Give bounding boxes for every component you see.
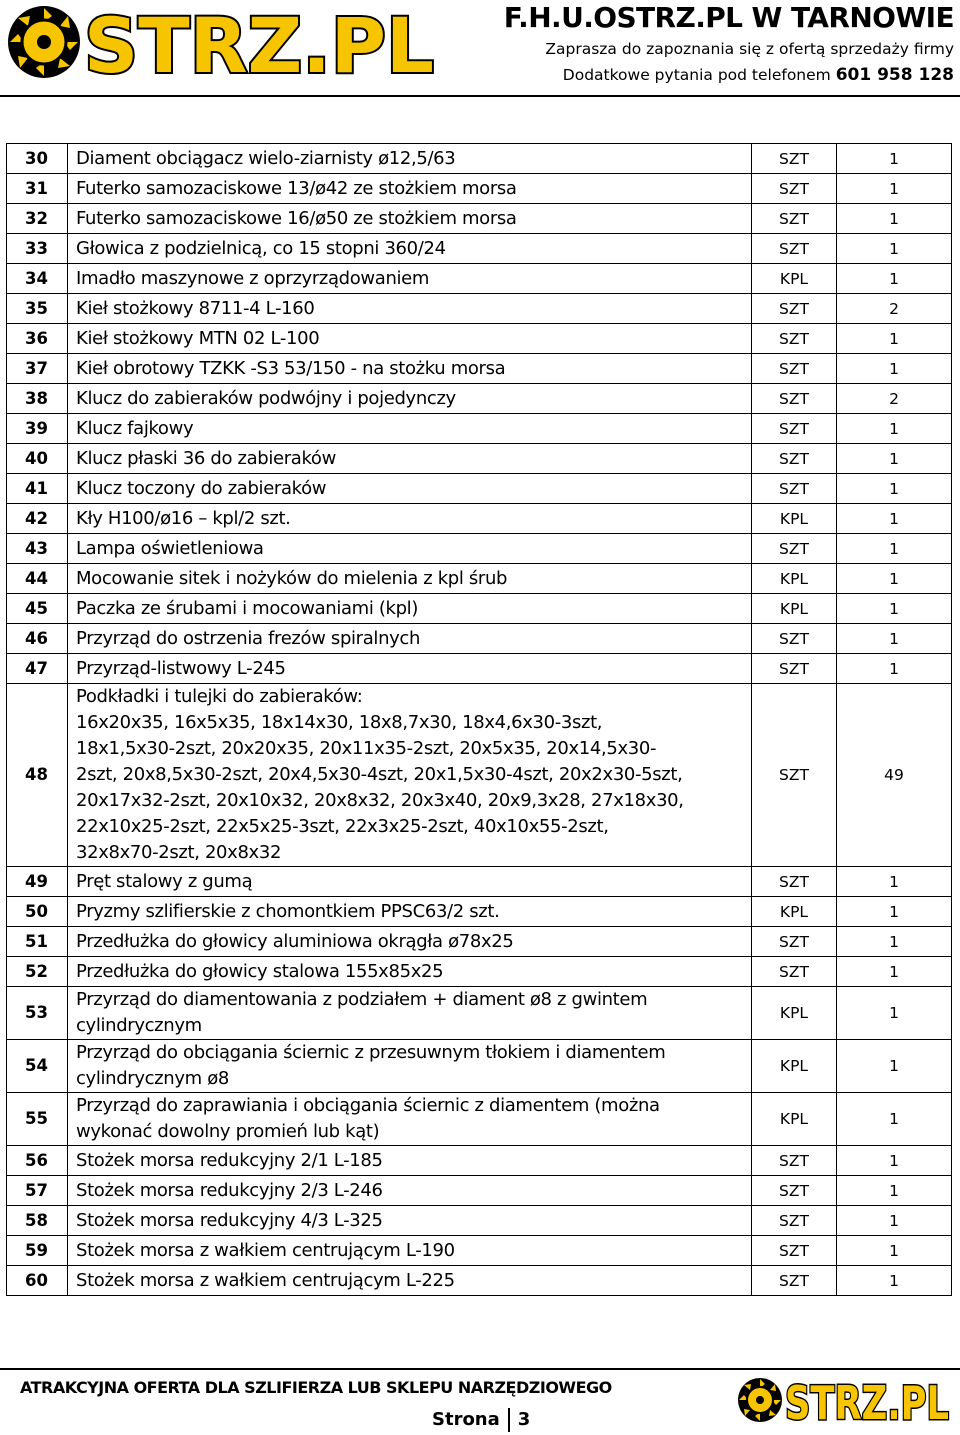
table-row [7,174,952,204]
row-number: 51 [7,927,68,957]
item-description: Klucz toczony do zabieraków [68,474,752,504]
description-line: 18x1,5x30-2szt, 20x20x35, 20x11x35-2szt, 20x5x35, 20x14,5x30- [76,738,657,759]
item-quantity: 1 [837,504,952,534]
company-name: F.H.U.OSTRZ.PL W TARNOWIE [503,1,954,34]
footer-saw-blade-icon [738,1378,782,1422]
item-description: Lampa oświetleniowa [68,534,752,564]
row-number: 57 [7,1176,68,1206]
table-row [7,897,952,927]
item-description: Klucz płaski 36 do zabieraków [68,444,752,474]
footer-strz-logo [735,1375,953,1425]
company-info [454,0,954,88]
row-number: 38 [7,384,68,414]
item-description: Paczka ze śrubami i mocowaniami (kpl) [68,594,752,624]
item-quantity: 1 [837,927,952,957]
item-quantity: 2 [837,384,952,414]
row-number: 41 [7,474,68,504]
item-unit: SZT [752,624,837,654]
table-row [7,1266,952,1296]
table-row [7,624,952,654]
item-description: Pryzmy szlifierskie z chomontkiem PPSC63/2 szt. [68,897,752,927]
table-row [7,684,952,867]
item-description: Mocowanie sitek i nożyków do mielenia z kpl śrub [68,564,752,594]
item-quantity: 1 [837,354,952,384]
row-number: 49 [7,867,68,897]
row-number: 39 [7,414,68,444]
item-description: Imadło maszynowe z oprzyrządowaniem [68,264,752,294]
row-number: 32 [7,204,68,234]
page-word: Strona [432,1409,500,1430]
item-description: Kieł stożkowy MTN 02 L-100 [68,324,752,354]
item-unit: SZT [752,684,837,867]
item-unit: KPL [752,564,837,594]
item-unit: SZT [752,294,837,324]
description-line: 2szt, 20x8,5x30-2szt, 20x4,5x30-4szt, 20x1,5x30-4szt, 20x2x30-5szt, [76,764,683,785]
item-description: Przedłużka do głowicy stalowa 155x85x25 [68,957,752,987]
row-number: 44 [7,564,68,594]
item-quantity: 1 [837,1176,952,1206]
row-number: 52 [7,957,68,987]
row-number: 31 [7,174,68,204]
item-description: Kły H100/ø16 – kpl/2 szt. [68,504,752,534]
item-unit: SZT [752,414,837,444]
item-quantity: 1 [837,324,952,354]
table-row [7,957,952,987]
item-unit: SZT [752,654,837,684]
table-row [7,927,952,957]
item-description: Futerko samozaciskowe 16/ø50 ze stożkiem morsa [68,204,752,234]
item-unit: SZT [752,234,837,264]
table-row [7,867,952,897]
row-number: 60 [7,1266,68,1296]
item-unit: SZT [752,534,837,564]
item-quantity: 1 [837,624,952,654]
item-description [68,684,752,867]
header-divider [0,95,960,97]
footer-logo-wordmark: STRZ.PL [785,1376,949,1425]
row-number: 46 [7,624,68,654]
item-quantity: 1 [837,867,952,897]
item-description: Przedłużka do głowicy aluminiowa okrągła ø78x25 [68,927,752,957]
row-number: 53 [7,987,68,1040]
item-description: Kieł obrotowy TZKK -S3 53/150 - na stożku morsa [68,354,752,384]
item-quantity: 1 [837,1040,952,1093]
table-row [7,654,952,684]
table-row [7,324,952,354]
item-description: Stożek morsa redukcyjny 2/3 L-246 [68,1176,752,1206]
item-unit: SZT [752,1236,837,1266]
item-description: Głowica z podzielnicą, co 15 stopni 360/24 [68,234,752,264]
description-line: cylindrycznym [76,1015,202,1036]
table-row [7,987,952,1040]
description-line: cylindrycznym ø8 [76,1068,229,1089]
item-quantity: 1 [837,1146,952,1176]
item-unit: SZT [752,957,837,987]
parts-table-body [7,144,952,1296]
tagline: Zaprasza do zapoznania się z ofertą sprzedaży firmy [545,40,954,58]
row-number: 43 [7,534,68,564]
item-description: Pręt stalowy z gumą [68,867,752,897]
table-row [7,1176,952,1206]
item-unit: SZT [752,324,837,354]
page-number-label [432,1406,530,1434]
item-unit: SZT [752,384,837,414]
table-row [7,1146,952,1176]
table-row [7,474,952,504]
table-row [7,264,952,294]
item-quantity: 1 [837,1266,952,1296]
page-separator [508,1408,510,1432]
item-unit: KPL [752,1093,837,1146]
row-number: 36 [7,324,68,354]
item-description: Przyrząd do ostrzenia frezów spiralnych [68,624,752,654]
item-quantity: 1 [837,897,952,927]
item-unit: KPL [752,987,837,1040]
item-description: Stożek morsa redukcyjny 4/3 L-325 [68,1206,752,1236]
item-unit: SZT [752,474,837,504]
row-number: 59 [7,1236,68,1266]
saw-blade-icon [8,6,80,78]
phone-number: 601 958 128 [835,65,954,85]
item-quantity: 1 [837,1236,952,1266]
item-quantity: 1 [837,534,952,564]
phone-prefix: Dodatkowe pytania pod telefonem [562,66,831,84]
table-row [7,204,952,234]
row-number: 55 [7,1093,68,1146]
description-line: 16x20x35, 16x5x35, 18x14x30, 18x8,7x30, 18x4,6x30-3szt, [76,712,603,733]
item-quantity: 1 [837,234,952,264]
row-number: 45 [7,594,68,624]
item-unit: SZT [752,1206,837,1236]
table-row [7,1093,952,1146]
table-row [7,294,952,324]
item-description [68,987,752,1040]
item-quantity: 1 [837,204,952,234]
table-row [7,384,952,414]
table-row [7,534,952,564]
item-description: Klucz fajkowy [68,414,752,444]
row-number: 33 [7,234,68,264]
description-line: Przyrząd do zaprawiania i obciągania ściernic z diamentem (można [76,1095,660,1116]
row-number: 30 [7,144,68,174]
item-unit: SZT [752,1176,837,1206]
row-number: 47 [7,654,68,684]
row-number: 50 [7,897,68,927]
table-row [7,564,952,594]
row-number: 56 [7,1146,68,1176]
item-unit: SZT [752,204,837,234]
item-unit: SZT [752,867,837,897]
item-quantity: 49 [837,684,952,867]
item-quantity: 1 [837,174,952,204]
strz-logo [4,2,444,82]
item-quantity: 1 [837,594,952,624]
item-quantity: 1 [837,1093,952,1146]
item-unit: SZT [752,927,837,957]
row-number: 54 [7,1040,68,1093]
item-unit: KPL [752,897,837,927]
item-quantity: 1 [837,474,952,504]
item-unit: SZT [752,174,837,204]
item-unit: SZT [752,144,837,174]
item-quantity: 1 [837,564,952,594]
item-unit: KPL [752,264,837,294]
table-row [7,1206,952,1236]
item-quantity: 1 [837,654,952,684]
description-line: 22x10x25-2szt, 22x5x25-3szt, 22x3x25-2szt, 40x10x55-2szt, [76,816,609,837]
page-number: 3 [517,1409,531,1430]
footer-slogan: ATRAKCYJNA OFERTA DLA SZLIFIERZA LUB SKLEPU NARZĘDZIOWEGO [20,1378,612,1397]
item-description: Stożek morsa redukcyjny 2/1 L-185 [68,1146,752,1176]
table-row [7,594,952,624]
item-description [68,1040,752,1093]
item-unit: KPL [752,1040,837,1093]
phone-line [454,62,954,88]
item-quantity: 2 [837,294,952,324]
description-line: Przyrząd do obciągania ściernic z przesuwnym tłokiem i diamentem [76,1042,666,1063]
item-description: Stożek morsa z wałkiem centrującym L-190 [68,1236,752,1266]
table-row [7,234,952,264]
description-line: wykonać dowolny promień lub kąt) [76,1121,380,1142]
row-number: 58 [7,1206,68,1236]
description-line: 32x8x70-2szt, 20x8x32 [76,842,282,863]
item-quantity: 1 [837,144,952,174]
item-unit: KPL [752,504,837,534]
row-number: 40 [7,444,68,474]
table-row [7,504,952,534]
item-description: Stożek morsa z wałkiem centrującym L-225 [68,1266,752,1296]
item-description: Futerko samozaciskowe 13/ø42 ze stożkiem morsa [68,174,752,204]
footer-divider [0,1368,960,1370]
table-row [7,1236,952,1266]
item-unit: KPL [752,594,837,624]
description-line: Przyrząd do diamentowania z podziałem + diament ø8 z gwintem [76,989,648,1010]
row-number: 42 [7,504,68,534]
item-unit: SZT [752,444,837,474]
item-quantity: 1 [837,444,952,474]
row-number: 35 [7,294,68,324]
item-description: Klucz do zabieraków podwójny i pojedynczy [68,384,752,414]
logo-wordmark: STRZ.PL [84,2,434,82]
item-description [68,1093,752,1146]
item-description: Kieł stożkowy 8711-4 L-160 [68,294,752,324]
table-row [7,414,952,444]
description-line: 20x17x32-2szt, 20x10x32, 20x8x32, 20x3x40, 20x9,3x28, 27x18x30, [76,790,684,811]
item-quantity: 1 [837,414,952,444]
item-description: Przyrząd-listwowy L-245 [68,654,752,684]
row-number: 37 [7,354,68,384]
item-quantity: 1 [837,264,952,294]
item-unit: SZT [752,1146,837,1176]
page-header [0,0,960,96]
item-quantity: 1 [837,987,952,1040]
table-row [7,354,952,384]
table-row [7,444,952,474]
description-line: Podkładki i tulejki do zabieraków: [76,686,363,707]
item-quantity: 1 [837,957,952,987]
parts-table [6,143,952,1296]
item-description: Diament obciągacz wielo-ziarnisty ø12,5/63 [68,144,752,174]
table-row [7,144,952,174]
item-unit: SZT [752,354,837,384]
item-unit: SZT [752,1266,837,1296]
row-number: 48 [7,684,68,867]
row-number: 34 [7,264,68,294]
table-row [7,1040,952,1093]
item-quantity: 1 [837,1206,952,1236]
